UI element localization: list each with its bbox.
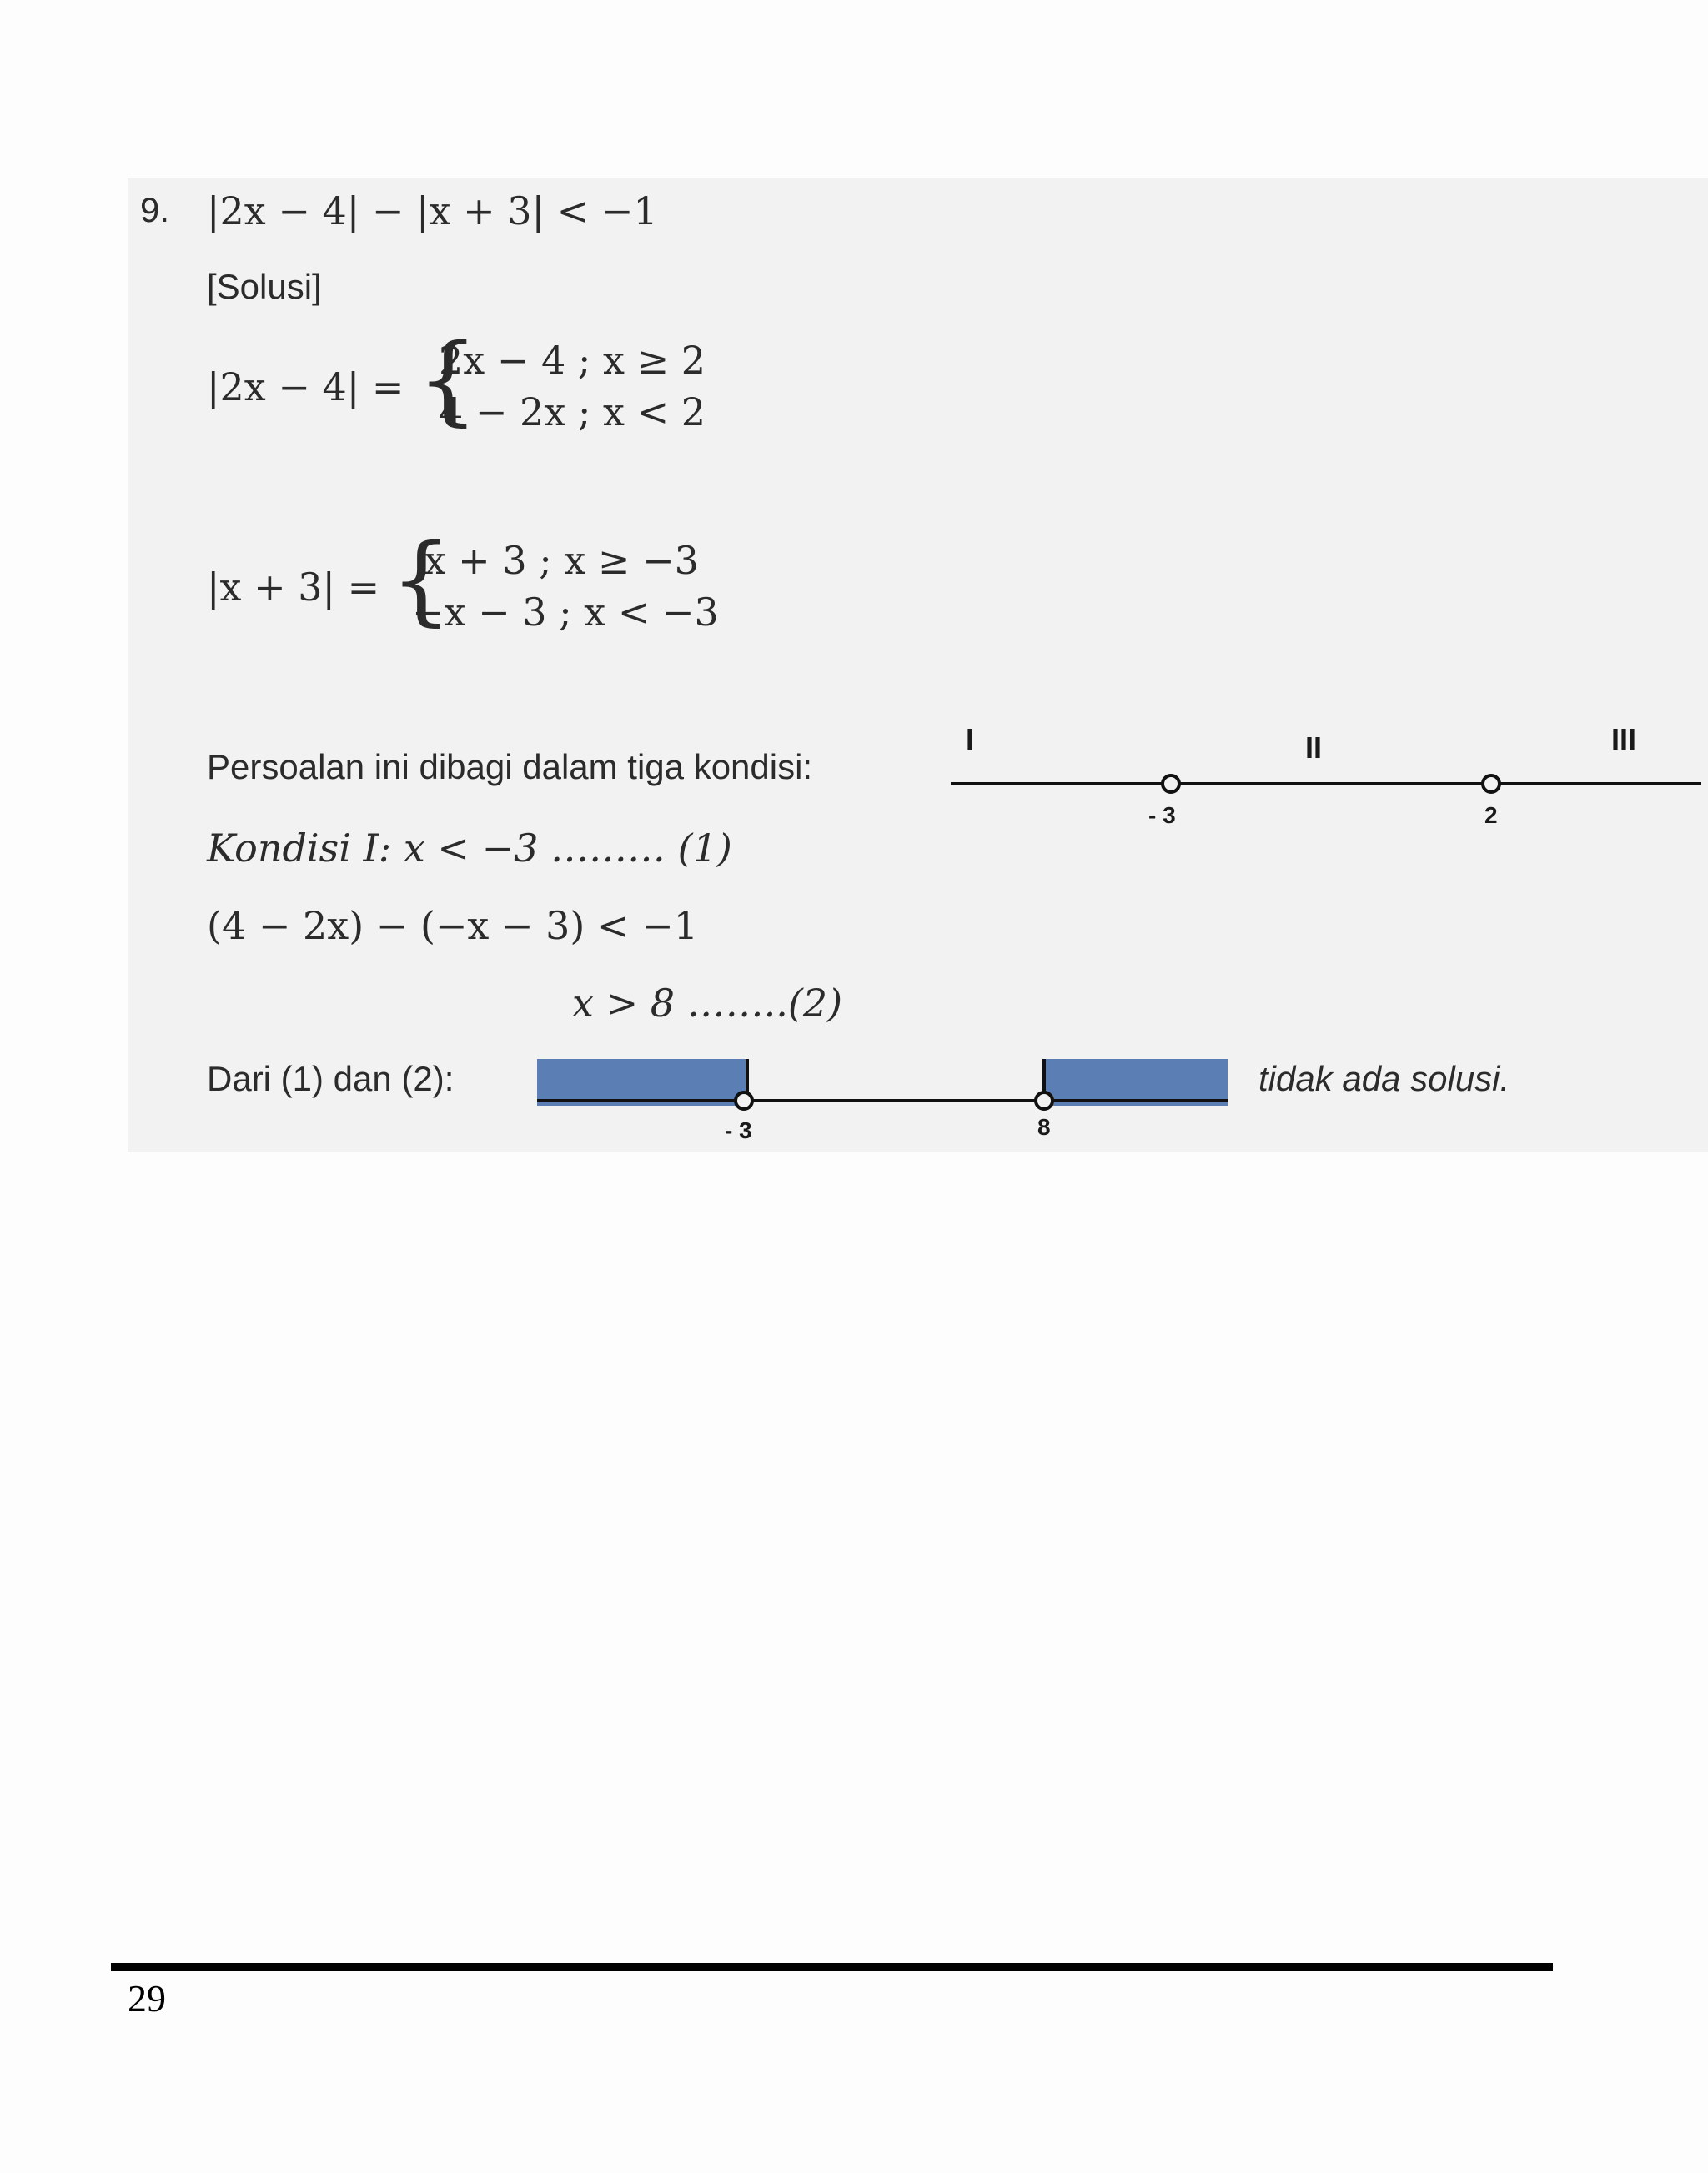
- region-label-2: II: [1305, 730, 1323, 765]
- abs2-lhs: |x + 3| =: [207, 565, 380, 610]
- tick-label-8: 8: [1037, 1114, 1051, 1140]
- page-number: 29: [128, 1977, 166, 2020]
- shaded-region-left: [537, 1059, 747, 1106]
- number-line-1: [951, 725, 1701, 842]
- problem-statement: |2x − 4| − |x + 3| < −1: [207, 188, 658, 233]
- kondisi1-label: Kondisi I: x < −3 ……… (1): [207, 826, 732, 871]
- abs2-brace: {: [390, 524, 452, 636]
- conclusion-lead: Dari (1) dan (2):: [207, 1059, 455, 1098]
- open-point-8: [1036, 1092, 1052, 1109]
- shaded-region-right: [1044, 1059, 1228, 1106]
- tick-label-neg3-b: - 3: [725, 1117, 752, 1143]
- abs1-case2: 4 − 2x ; x < 2: [439, 389, 706, 434]
- open-point-neg3-b: [736, 1092, 752, 1109]
- problem-number: 9.: [140, 190, 170, 229]
- abs1-lhs: |2x − 4| =: [207, 364, 404, 409]
- number-line-2: [534, 1051, 1234, 1142]
- problem-panel: [128, 178, 1708, 1152]
- solution-label: [Solusi]: [207, 267, 322, 306]
- conclusion-result: tidak ada solusi.: [1258, 1059, 1510, 1098]
- conditions-text: Persoalan ini dibagi dalam tiga kondisi:: [207, 747, 813, 786]
- abs1-brace: {: [417, 324, 479, 436]
- kondisi1-equation: (4 − 2x) − (−x − 3) < −1: [207, 903, 698, 948]
- open-point-2: [1483, 775, 1500, 792]
- region-label-1: I: [966, 722, 975, 756]
- abs2-case1: x + 3 ; x ≥ −3: [412, 538, 699, 583]
- footer-rule: [111, 1963, 1553, 1971]
- kondisi1-result: x > 8 ……..(2): [572, 981, 843, 1026]
- open-point-neg3: [1163, 775, 1179, 792]
- abs1-case1: 2x − 4 ; x ≥ 2: [439, 338, 706, 383]
- tick-label-neg3: - 3: [1148, 802, 1176, 828]
- abs2-case2: −x − 3 ; x < −3: [412, 590, 719, 635]
- region-label-3: III: [1611, 722, 1637, 756]
- tick-label-2: 2: [1484, 802, 1498, 828]
